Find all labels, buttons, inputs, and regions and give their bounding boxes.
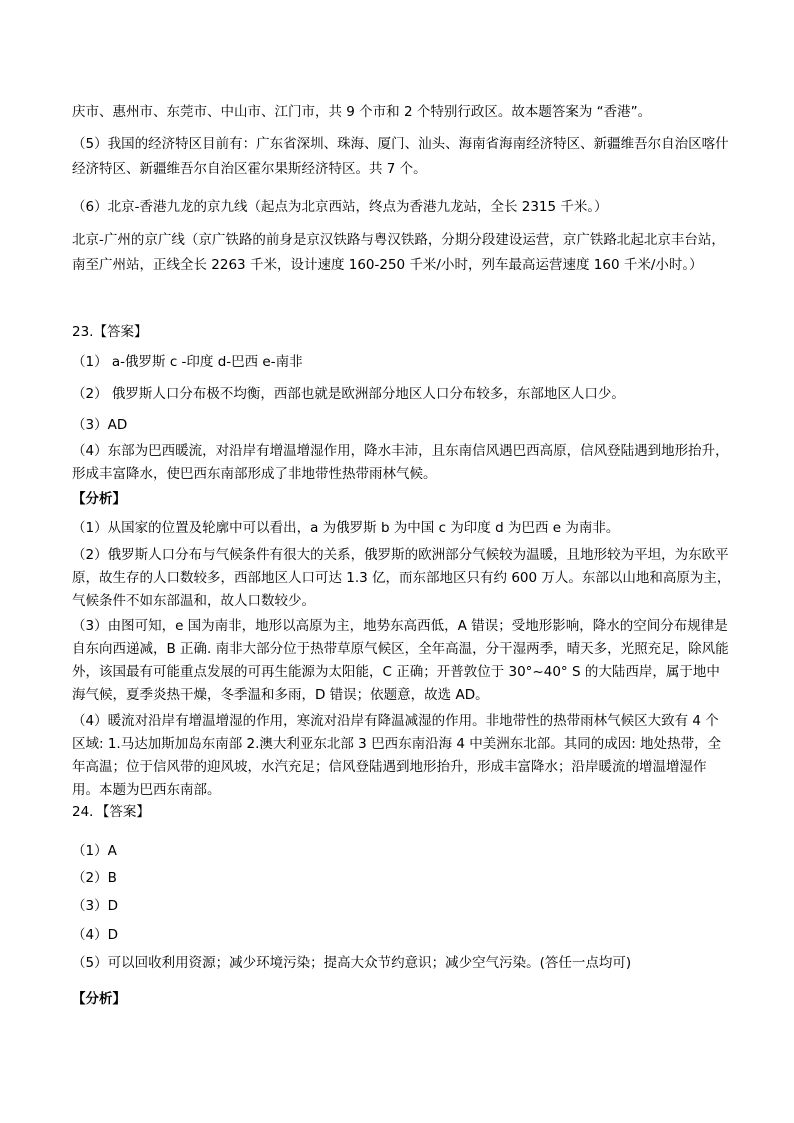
text-line: （6）北京-香港九龙的京九线（起点为北京西站，终点为香港九龙站，全长 2315 千米。） bbox=[72, 199, 608, 215]
q24-answer-1: （1）A bbox=[72, 843, 117, 859]
q24-analysis-heading: 【分析】 bbox=[72, 991, 126, 1007]
q23-analysis-3: （3）由图可知，e 国为南非，地形以高原为主，地势东高西低，A 错误；受地形影响，降水的空间分布规律是自东向西递减，B 正确. 南非大部分位于热带草原气候区，全年高温，分干湿两季，晴天多，光照充足，除风能外，该国最有可能重点发展的可再生能源为太阳能，C 正确；开普敦位于 30°~40° S 的大陆西岸，属于地中海气候，夏季炎热干燥，冬季温和多雨，D 错误；依题意，故选 AD。 bbox=[72, 618, 729, 703]
q24-answer-heading: 24．【答案】 bbox=[72, 804, 150, 820]
text-line: 庆市、惠州市、东莞市、中山市、江门市，共 9 个市和 2 个特别行政区。故本题答案为 “香港”。 bbox=[72, 104, 652, 120]
q23-analysis-4: （4）暖流对沿岸有增温增湿的作用，寒流对沿岸有降温减湿的作用。非地带性的热带雨林气候区大致有 4 个区域: 1.马达加斯加岛东南部 2.澳大利亚东北部 3 巴西东南沿海 4 中美洲东北部。其同的成因: 地处热带，全年高温；位于信风带的迎风坡，水汽充足；信风登陆遇到地形抬升，形成丰富降水；沿岸暖流的增温增湿作用。本题为巴西东南部。 bbox=[72, 713, 722, 798]
q23-answer-3: （3）AD bbox=[72, 417, 128, 433]
q23-answer-1: （1） a-俄罗斯 c -印度 d-巴西 e-南非 bbox=[72, 354, 303, 370]
q23-answer-heading: 23.【答案】 bbox=[72, 324, 148, 340]
text-line: 北京-广州的京广线（京广铁路的前身是京汉铁路与粤汉铁路，分期分段建设运营，京广铁路北起北京丰台站，南至广州站，正线全长 2263 千米，设计速度 160-250 千米/小时，列车最高运营速度 160 千米/小时。） bbox=[72, 232, 725, 273]
q24-answer-4: （4）D bbox=[72, 927, 118, 943]
q23-answer-2: （2） 俄罗斯人口分布极不均衡，西部也就是欧洲部分地区人口分布较多，东部地区人口少。 bbox=[72, 386, 625, 402]
q23-analysis-heading: 【分析】 bbox=[72, 491, 126, 507]
q24-answer-5: （5）可以回收利用资源；减少环境污染；提高大众节约意识；减少空气污染。(答任一点均可) bbox=[72, 955, 632, 971]
q23-analysis-2: （2）俄罗斯人口分布与气候条件有很大的关系，俄罗斯的欧洲部分气候较为温暖，且地形较为平坦，为东欧平原，故生存的人口数较多，西部地区人口可达 1.3 亿，而东部地区只有约 600 万人。东部以山地和高原为主，气候条件不如东部温和，故人口数较少。 bbox=[72, 547, 731, 609]
text-line: （5）我国的经济特区目前有：广东省深圳、珠海、厦门、汕头、海南省海南经济特区、新疆维吾尔自治区喀什经济特区、新疆维吾尔自治区霍尔果斯经济特区。共 7 个。 bbox=[72, 136, 729, 177]
q23-answer-4: （4）东部为巴西暖流，对沿岸有增温增湿作用，降水丰沛，且东南信风遇巴西高原，信风登陆遇到地形抬升，形成丰富降水，使巴西东南部形成了非地带性热带雨林气候。 bbox=[72, 443, 729, 482]
q23-analysis-1: （1）从国家的位置及轮廓中可以看出，a 为俄罗斯 b 为中国 c 为印度 d 为巴西 e 为南非。 bbox=[72, 520, 620, 536]
q24-answer-3: （3）D bbox=[72, 898, 118, 914]
q24-answer-2: （2）B bbox=[72, 870, 117, 886]
